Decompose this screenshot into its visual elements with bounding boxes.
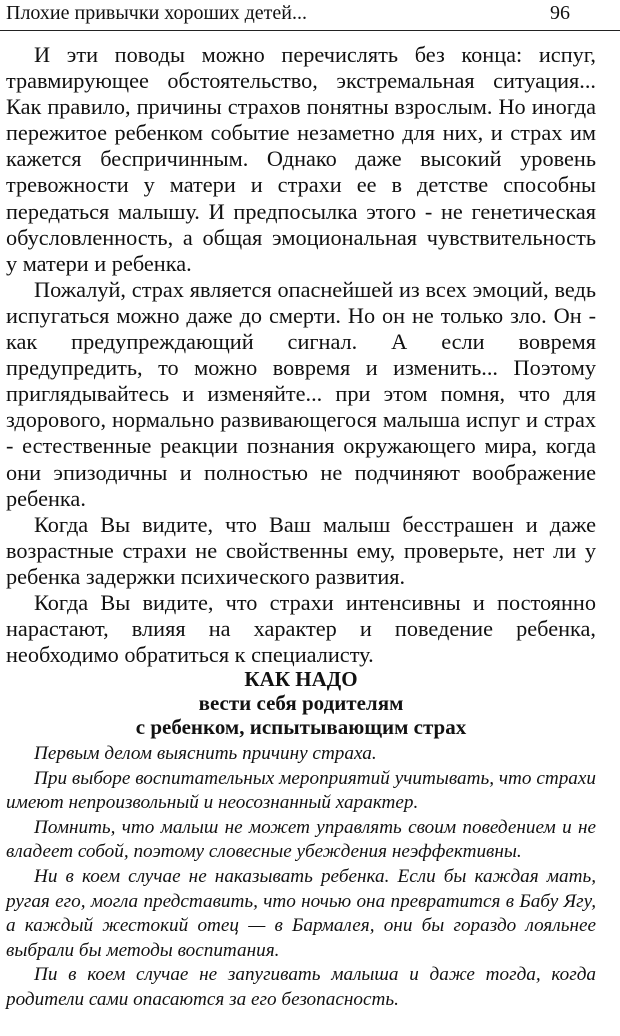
header-rule <box>0 30 620 31</box>
advice-item: Ни в коем случае не наказывать ребенка. Если бы каждая мать, ругая его, могла представить, что ночью она превратится в Бабу Ягу, а каждый жестокий отец — в Бармалея, они бы гораздо лояльнее выбрали бы методы воспитания. <box>6 865 596 961</box>
book-title: Плохие привычки хороших детей... <box>6 2 307 24</box>
running-header <box>6 0 610 26</box>
advice-item: Пи в коем случае не запугивать малыша и даже тогда, когда родители сами опасаются за его безопасность. <box>6 964 596 1010</box>
heading-line: вести себя родителям <box>198 691 404 715</box>
advice-item: Первым делом выяснить причину страха. <box>34 743 377 764</box>
heading-line: КАК НАДО <box>244 667 358 691</box>
advice-item: Помнить, что малыш не может управлять своим поведением и не владеет собой, поэтому словесные убеждения неэффективны. <box>6 816 596 863</box>
section-heading <box>6 667 596 739</box>
heading-line: с ребенком, испытывающим страх <box>135 715 467 739</box>
paragraph: Пожалуй, страх является опаснейшей из всех эмоций, ведь испугаться можно даже до смерти. Но он не только зло. Он - как предупреждающий сигнал. А если вовремя предупредить, то можно вовремя и изменить... Поэтому приглядывайтесь и изменяйте... при этом помня, что для здорового, нормально развивающегося малыша испуг и страх - естественные реакции познания окружающего мира, когда они эпизодичны и полностью не подчиняют воображение ребенка. <box>6 276 596 511</box>
advice-list <box>6 742 596 1013</box>
paragraph: Когда Вы видите, что Ваш малыш бесстрашен и даже возрастные страхи не свойственны ему, проверьте, нет ли у ребенка задержки психического развития. <box>6 511 596 589</box>
advice-item: При выборе воспитательных мероприятий учитывать, что страхи имеют непроизвольный и неосознанный характер. <box>6 767 596 814</box>
body-text <box>6 42 596 668</box>
paragraph: Когда Вы видите, что страхи интенсивны и постоянно нарастают, влияя на характер и поведение ребенка, необходимо обратиться к специалисту. <box>6 589 596 668</box>
page-number: 96 <box>550 2 570 24</box>
paragraph: И эти поводы можно перечислять без конца: испуг, травмирующее обстоятельство, экстремальная ситуация... Как правило, причины страхов понятны взрослым. Но иногда пережитое ребенком событие незаметно для них, и страх им кажется беспричинным. Однако даже высокий уровень тревожности у матери и страхи ее в детстве способны передаться малышу. И предпосылка этого - не генетическая обусловленность, а общая эмоциональная чувствительность у матери и ребенка. <box>6 42 596 276</box>
